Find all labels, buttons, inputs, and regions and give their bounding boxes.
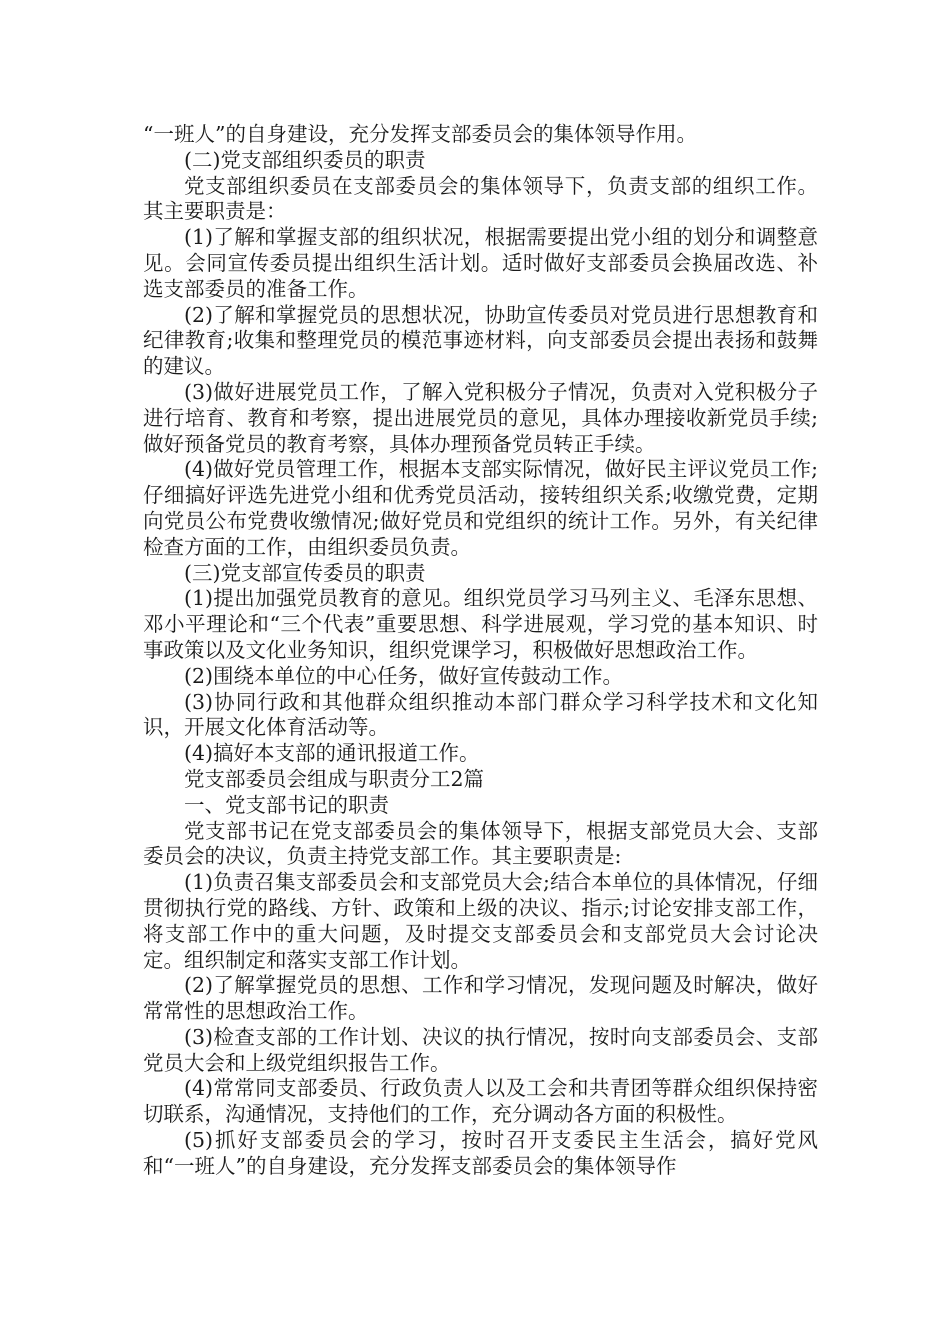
list-item: (1)了解和掌握支部的组织状况，根据需要提出党小组的划分和调整意见。会同宣传委员提出组织生活计划。适时做好支部委员会换届改选、补选支部委员的准备工作。 (143, 225, 818, 301)
list-item: (3)做好进展党员工作，了解入党积极分子情况，负责对入党积极分子进行培育、教育和考察，提出进展党员的意见，具体办理接收新党员手续;做好预备党员的教育考察，具体办理预备党员转正手续。 (143, 379, 818, 456)
list-item: (1)负责召集支部委员会和支部党员大会;结合本单位的具体情况，仔细贯彻执行党的路线、方针、政策和上级的决议、指示;讨论安排支部工作，将支部工作中的重大问题，及时提交支部委员会和支部党员大会讨论决定。组织制定和落实支部工作计划。 (143, 870, 818, 972)
list-item: (4)搞好本支部的通讯报道工作。 (184, 741, 480, 766)
document-title: 党支部委员会组成与职责分工2篇 (184, 766, 485, 791)
paragraph: 党支部组织委员在支部委员会的集体领导下，负责支部的组织工作。其主要职责是： (143, 173, 818, 224)
list-item: (3)检查支部的工作计划、决议的执行情况，按时向支部委员会、支部党员大会和上级党组织报告工作。 (143, 1024, 818, 1075)
paragraph: 党支部书记在党支部委员会的集体领导下，根据支部党员大会、支部委员会的决议，负责主持党支部工作。其主要职责是: (143, 818, 818, 869)
section-heading: 一、党支部书记的职责 (184, 792, 389, 817)
paragraph: “一班人”的自身建设，充分发挥支部委员会的集体领导作用。 (143, 122, 697, 146)
list-item: (2)了解和掌握党员的思想状况，协助宣传委员对党员进行思想教育和纪律教育;收集和整理党员的模范事迹材料，向支部委员会提出表扬和鼓舞的建议。 (143, 302, 818, 379)
document-body (143, 122, 818, 1180)
list-item: (2)围绕本单位的中心任务，做好宣传鼓动工作。 (184, 663, 624, 688)
list-item: (4)做好党员管理工作，根据本支部实际情况，做好民主评议党员工作;仔细搞好评选先进党小组和优秀党员活动，接转组织关系;收缴党费，定期向党员公布党费收缴情况;做好党员和党组织的统计工作。另外，有关纪律检查方面的工作，由组织委员负责。 (143, 457, 818, 559)
section-heading: (三)党支部宣传委员的职责 (184, 560, 426, 585)
list-item: (2)了解掌握党员的思想、工作和学习情况，发现问题及时解决，做好常常性的思想政治工作。 (143, 973, 818, 1024)
list-item: (3)协同行政和其他群众组织推动本部门群众学习科学技术和文化知识，开展文化体育活动等。 (143, 689, 818, 740)
list-item: (1)提出加强党员教育的意见。组织党员学习马列主义、毛泽东思想、邓小平理论和“三个代表”重要思想、科学进展观，学习党的基本知识、时事政策以及文化业务知识，组织党课学习，积极做好思想政治工作。 (143, 586, 818, 662)
list-item: (4)常常同支部委员、行政负责人以及工会和共青团等群众组织保持密切联系，沟通情况，支持他们的工作，充分调动各方面的积极性。 (143, 1076, 818, 1127)
section-heading: (二)党支部组织委员的职责 (184, 147, 426, 172)
list-item: (5)抓好支部委员会的学习，按时召开支委民主生活会，搞好党风和“一班人”的自身建设，充分发挥支部委员会的集体领导作 (143, 1128, 818, 1178)
